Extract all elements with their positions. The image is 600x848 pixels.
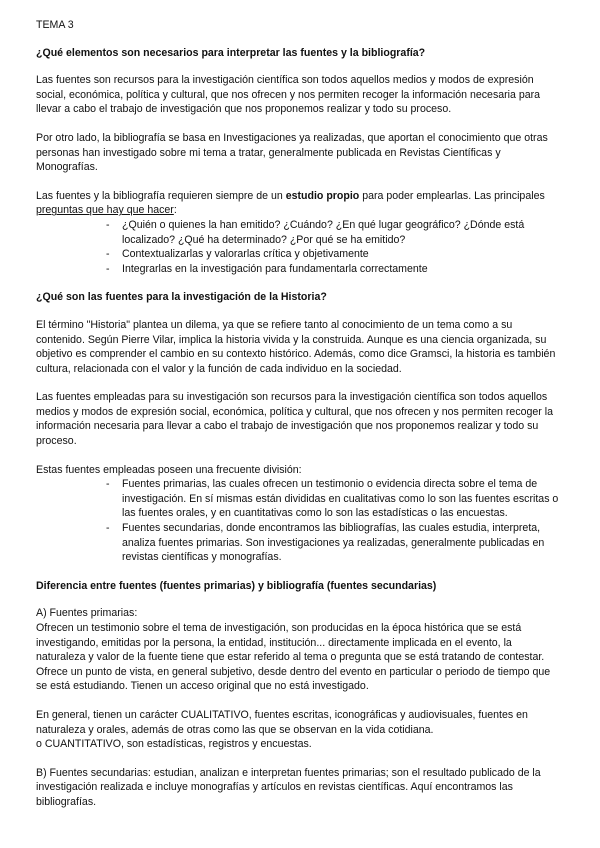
list-item: - Fuentes secundarias, donde encontramos las bibliografías, las cuales estudia, interpreta, analiza fuentes primarias. Son investigaciones ya realizadas, generalmente publicadas en revistas científicas y monografías. — [108, 521, 564, 565]
p3-underlined-text: preguntas que hay que hacer — [36, 204, 174, 217]
section1-paragraph-3 — [36, 189, 564, 218]
p3-text-middle: para poder emplearlas. Las principales — [359, 189, 545, 202]
section1-paragraph-2: Por otro lado, la bibliografía se basa en Investigaciones ya realizadas, que aportan el conocimiento que otras personas han investigado sobre mi tema a tratar, generalmente publicada en Revistas Científicas y Monografías. — [36, 131, 548, 174]
section1-title: ¿Qué elementos son necesarios para interpretar las fuentes y la bibliografía? — [36, 46, 426, 59]
section2-paragraph-1: El término "Historia" plantea un dilema, ya que se refiere tanto al conocimiento de un tema como a su contenido. Según Pierre Vilar, implica la historia vivida y la construida. Aunque es una ciencia organizada, su objetivo es comprender el cambio en su contexto histórico. Además, como dice Gramsci, la historia es también cultura, relacionada con el valor y la función de cada individuo en la sociedad. — [36, 318, 556, 375]
primary-sources-heading: A) Fuentes primarias: — [36, 607, 138, 620]
primary-sources-paragraph: Ofrecen un testimonio sobre el tema de investigación, son producidas en la época histórica que se está investigando, emitidas por la persona, la entidad, institución... directamente implicada en el evento, la naturaleza y valor de la fuente tiene que estar referido al tema o pregunta que se está tratando de contestar. Ofrece un punto de vista, en general subjetivo, desde dentro del evento en particular o periodo de tiempo que se está estudiando. Tienen un acceso original que no está investigado. — [36, 622, 551, 693]
section2-paragraph-3: Estas fuentes empleadas poseen una frecuente división: — [36, 463, 302, 476]
p3-bold-text: estudio propio — [285, 189, 360, 202]
section2-division-list — [36, 477, 564, 565]
section2-paragraph-2: Las fuentes empleadas para su investigación son recursos para la investigación científica son todos aquellos medios y modos de expresión social, económica, política y cultural, que nos ofrecen y nos permiten recoger la información necesaria para llevar a cabo el trabajo de investigación que nos proponemos realizar y todo su proceso. — [36, 391, 554, 448]
section3-title: Diferencia entre fuentes (fuentes primarias) y bibliografía (fuentes secundarias) — [36, 579, 437, 592]
list-item: - Contextualizarlas y valorarlas crítica y objetivamente — [108, 247, 564, 262]
secondary-sources-paragraph: B) Fuentes secundarias: estudian, analizan e interpretan fuentes primarias; son el resultado publicado de la investigación realizada e incluye monografías y artículos en revistas científicas. Aquí encontramos las bibliografías. — [36, 766, 541, 808]
section1-paragraph-1: Las fuentes son recursos para la investigación científica son todos aquellos medios y modos de expresión social, económica, política y cultural, que nos ofrecen y nos permiten recoger la información necesaria para llevar a cabo el trabajo de investigación que nos proponemos realizar y todo su proceso. — [36, 74, 541, 116]
topic-label: TEMA 3 — [36, 19, 74, 31]
p3-text-start: Las fuentes y la bibliografía requieren siempre de un — [36, 189, 286, 202]
list-item: - Fuentes primarias, las cuales ofrecen un testimonio o evidencia directa sobre el tema de investigación. En sí mismas están divididas en cualitativas como lo son las fuentes escritas o las fuentes orales, y en cuantitativas como lo son las estadísticas o las encuestas. — [108, 477, 564, 521]
list-item: - Integrarlas en la investigación para fundamentarla correctamente — [108, 262, 564, 277]
section2-title: ¿Qué son las fuentes para la investigación de la Historia? — [36, 291, 327, 304]
list-item: - ¿Quién o quienes la han emitido? ¿Cuándo? ¿En qué lugar geográfico? ¿Dónde está localizado? ¿Qué ha determinado? ¿Por qué se ha emitido? — [108, 218, 564, 247]
p3-text-end: : — [173, 204, 177, 217]
section1-question-list — [36, 218, 564, 276]
qualitative-paragraph: En general, tienen un carácter CUALITATIVO, fuentes escritas, iconográficas y audiovisuales, fuentes en naturaleza y orales, además de otras como las que se observan en la vida cotidiana. — [36, 708, 528, 736]
quantitative-paragraph: o CUANTITATIVO, son estadísticas, registros y encuestas. — [36, 738, 312, 751]
